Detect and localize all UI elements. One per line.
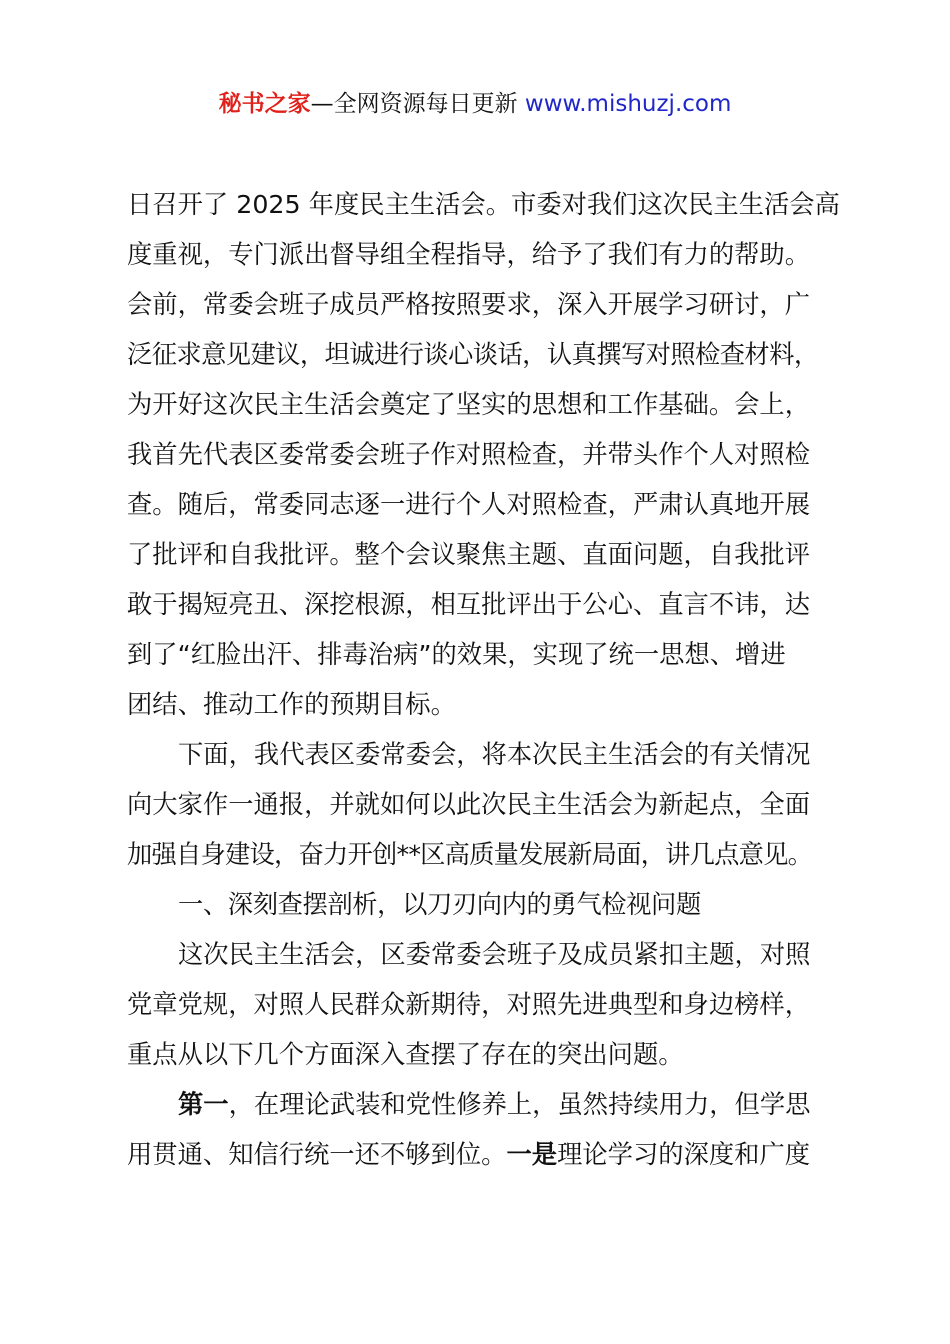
text-line: 重点从以下几个方面深入查摆了存在的突出问题。 (127, 1040, 684, 1069)
text-line: 会前，常委会班子成员严格按照要求，深入开展学习研讨，广 (127, 290, 811, 319)
text-line: 我首先代表区委常委会班子作对照检查，并带头作个人对照检 (127, 440, 811, 469)
website-link[interactable]: www.mishuzj.com (524, 91, 732, 117)
text-run: 理论学习的深度和广度 (557, 1140, 811, 1169)
text-line: 下面，我代表区委常委会，将本次民主生活会的有关情况 (178, 740, 811, 769)
text-run: ，在理论武装和党性修养上，虽然持续用力，但学思 (228, 1090, 811, 1119)
header-tagline: —全网资源每日更新 (310, 91, 525, 117)
bold-lead: 第一 (178, 1090, 229, 1119)
text-line: 党章党规，对照人民群众新期待，对照先进典型和身边榜样， (127, 990, 811, 1019)
document-body (127, 183, 847, 1183)
text-line: 向大家作一通报，并就如何以此次民主生活会为新起点，全面 (127, 790, 811, 819)
text-line: 为开好这次民主生活会奠定了坚实的思想和工作基础。会上， (127, 390, 811, 419)
text-line: 这次民主生活会，区委常委会班子及成员紧扣主题，对照 (178, 940, 811, 969)
section-heading: 一、深刻查摆剖析，以刀刃向内的勇气检视问题 (178, 890, 701, 919)
text-line: 度重视，专门派出督导组全程指导，给予了我们有力的帮助。 (127, 240, 811, 269)
text-line: 查。随后，常委同志逐一进行个人对照检查，严肃认真地开展 (127, 490, 811, 519)
text-line: 敢于揭短亮丑、深挖根源，相互批评出于公心、直言不讳，达 (127, 590, 811, 619)
text-run: 用贯通、知信行统一还不够到位。 (127, 1140, 507, 1169)
text-line: 泛征求意见建议，坦诚进行谈心谈话，认真撰写对照检查材料， (127, 340, 819, 369)
text-line: 到了“红脸出汗、排毒治病”的效果，实现了统一思想、增进 (127, 640, 786, 669)
text-line: 了批评和自我批评。整个会议聚焦主题、直面问题，自我批评 (127, 540, 811, 569)
text-line: 团结、推动工作的预期目标。 (127, 690, 456, 719)
text-line (127, 1083, 847, 1133)
brand-name: 秘书之家 (218, 91, 311, 117)
text-line: 加强自身建设，奋力开创**区高质量发展新局面，讲几点意见。 (127, 840, 813, 869)
site-header (0, 88, 950, 120)
bold-lead: 一是 (506, 1140, 558, 1169)
text-line: 日召开了 2025 年度民主生活会。市委对我们这次民主生活会高 (127, 190, 840, 219)
text-line (127, 1133, 847, 1183)
